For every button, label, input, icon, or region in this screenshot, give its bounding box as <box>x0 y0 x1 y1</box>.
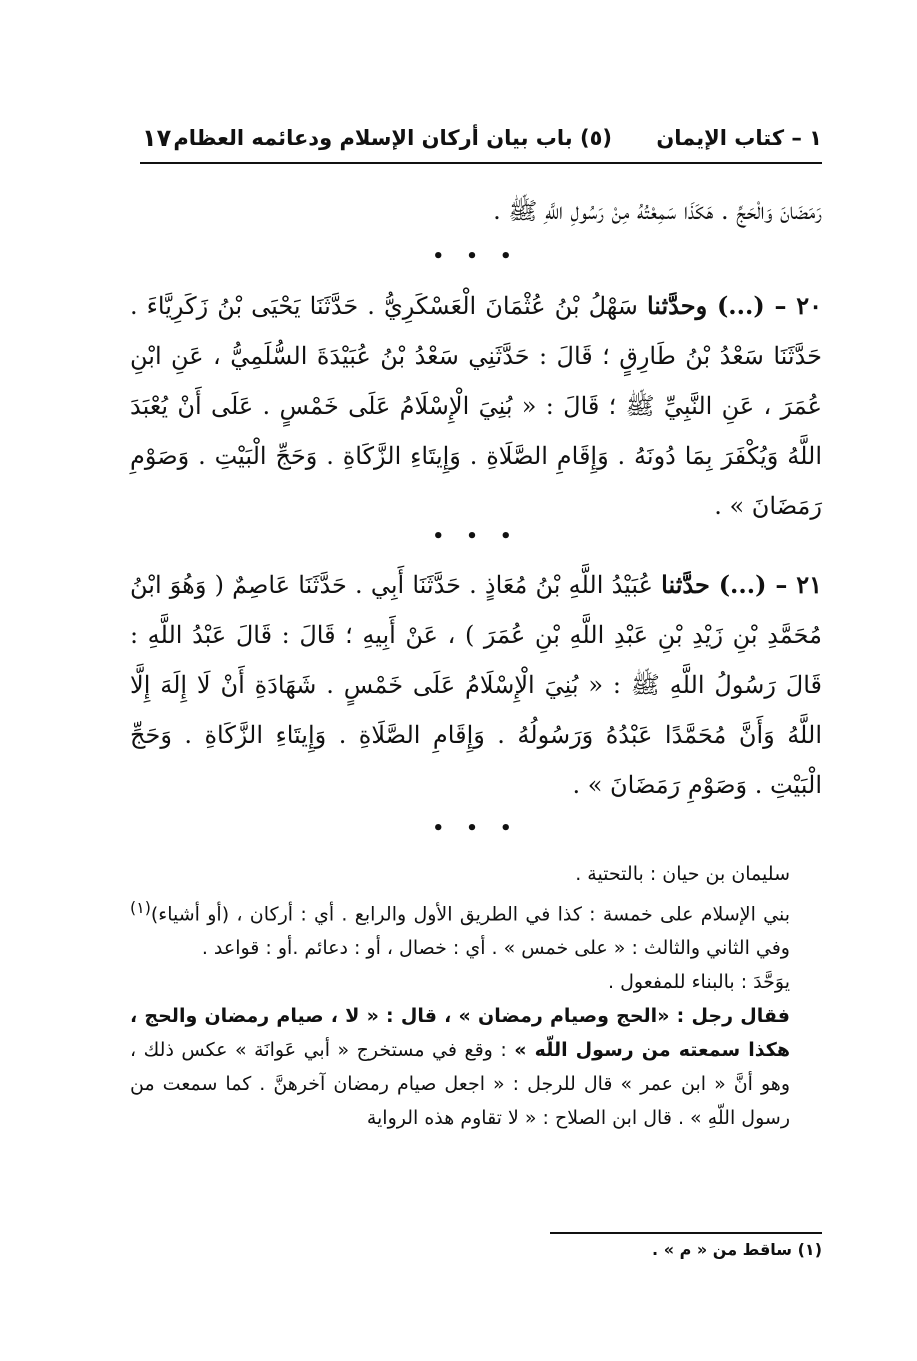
hadith-21 <box>130 560 822 810</box>
commentary <box>130 857 822 1135</box>
footnote-divider <box>550 1232 822 1234</box>
separator: • • • <box>432 526 520 547</box>
hadith-21-text: عُبَيْدُ اللَّهِ بْنُ مُعَاذٍ . حَدَّثَنَا أَبِي . حَدَّثَنَا عَاصِمٌ ( وَهُوَ ابْنُ مُحَمَّدِ بْنِ زَيْدِ بْنِ عَبْدِ اللَّهِ بْنِ عُمَرَ ) ، عَنْ أَبِيهِ ؛ قَالَ : قَالَ عَبْدُ اللَّهِ : قَالَ رَسُولُ اللَّهِ ﷺ : « بُنِيَ الْإِسْلَامُ عَلَى خَمْسٍ . شَهَادَةِ أَنْ لَا إِلَهَ إِلَّا اللَّهُ وَأَنَّ مُحَمَّدًا عَبْدُهُ وَرَسُولُهُ . وَإِقَامِ الصَّلَاةِ . وَإِيتَاءِ الزَّكَاةِ . وَحَجِّ الْبَيْتِ . وَصَوْمِ رَمَضَانَ » . <box>130 571 822 799</box>
hadith-21-number: ٢١ – (...) حدَّثنا <box>661 570 823 599</box>
commentary-text: : وقع في مستخرج « أبي عَوانَة » عكس ذلك ، وهو أنَّ « ابن عمر » قال للرجل : « اجعل صيام رمضان آخرهنَّ . كما سمعت من رسول اللّهِ » . قال ابن الصلاح : « لا تقاوم هذه الرواية <box>130 1039 790 1130</box>
commentary-note: سليمان بن حيان : بالتحتية . <box>575 863 790 885</box>
commentary-text: وفي الثاني والثالث : « على خمس » . أي : خصال ، أو : دعائم .أو : قواعد . <box>201 937 790 960</box>
footnote: (١) ساقط من « م » . <box>652 1240 822 1259</box>
hadith-20-text: سَهْلُ بْنُ عُثْمَانَ الْعَسْكَرِيُّ . حَدَّثَنَا يَحْيَى بْنُ زَكَرِيَّاءَ . حَدَّثَنَا سَعْدُ بْنُ طَارِقٍ ؛ قَالَ : حَدَّثَنِي سَعْدُ بْنُ عُبَيْدَةَ السُّلَمِيُّ ، عَنِ ابْنِ عُمَرَ ، عَنِ النَّبِيِّ ﷺ ؛ قَالَ : « بُنِيَ الْإِسْلَامُ عَلَى خَمْسٍ . عَلَى أَنْ يُعْبَدَ اللَّهُ وَيُكْفَرَ بِمَا دُونَهُ . وَإِقَامِ الصَّلَاةِ . وَإِيتَاءِ الزَّكَاةِ . وَحَجِّ الْبَيْتِ . وَصَوْمِ رَمَضَانَ » . <box>130 292 822 520</box>
commentary-text: بني الإسلام على خمسة : كذا في الطريق الأول والرابع . أي : أركان ، (أو أشياء) <box>150 903 790 926</box>
separator: • • • <box>432 818 520 839</box>
hadith-20-number: ٢٠ – (...) وحدَّثنا <box>646 291 822 320</box>
commentary-note: يوَحَّدَ : بالبناء للمفعول . <box>608 971 790 994</box>
separator: • • • <box>432 246 520 267</box>
running-header <box>140 122 822 164</box>
commentary-note <box>130 999 822 1135</box>
book-title: ١ – كتاب الإيمان <box>656 126 822 150</box>
hadith-continuation: رَمَضَانَ وَالْحَجِّ . هَكَذَا سَمِعْتُهُ مِنْ رَسُولِ اللَّهِ ﷺ . <box>493 197 822 225</box>
page-number: ١٧ <box>142 124 172 152</box>
hadith-20 <box>130 281 822 531</box>
commentary-quote: فقال رجل : «الحج وصيام رمضان » ، قال : « لا ، صيام رمضان والحج ، هكذا سمعته من رسول اللّه » <box>130 1005 790 1062</box>
footnote-marker: (١) <box>130 898 151 917</box>
commentary-note <box>130 891 822 965</box>
chapter-title: (٥) باب بيان أركان الإسلام ودعائمه العظام <box>173 126 612 150</box>
